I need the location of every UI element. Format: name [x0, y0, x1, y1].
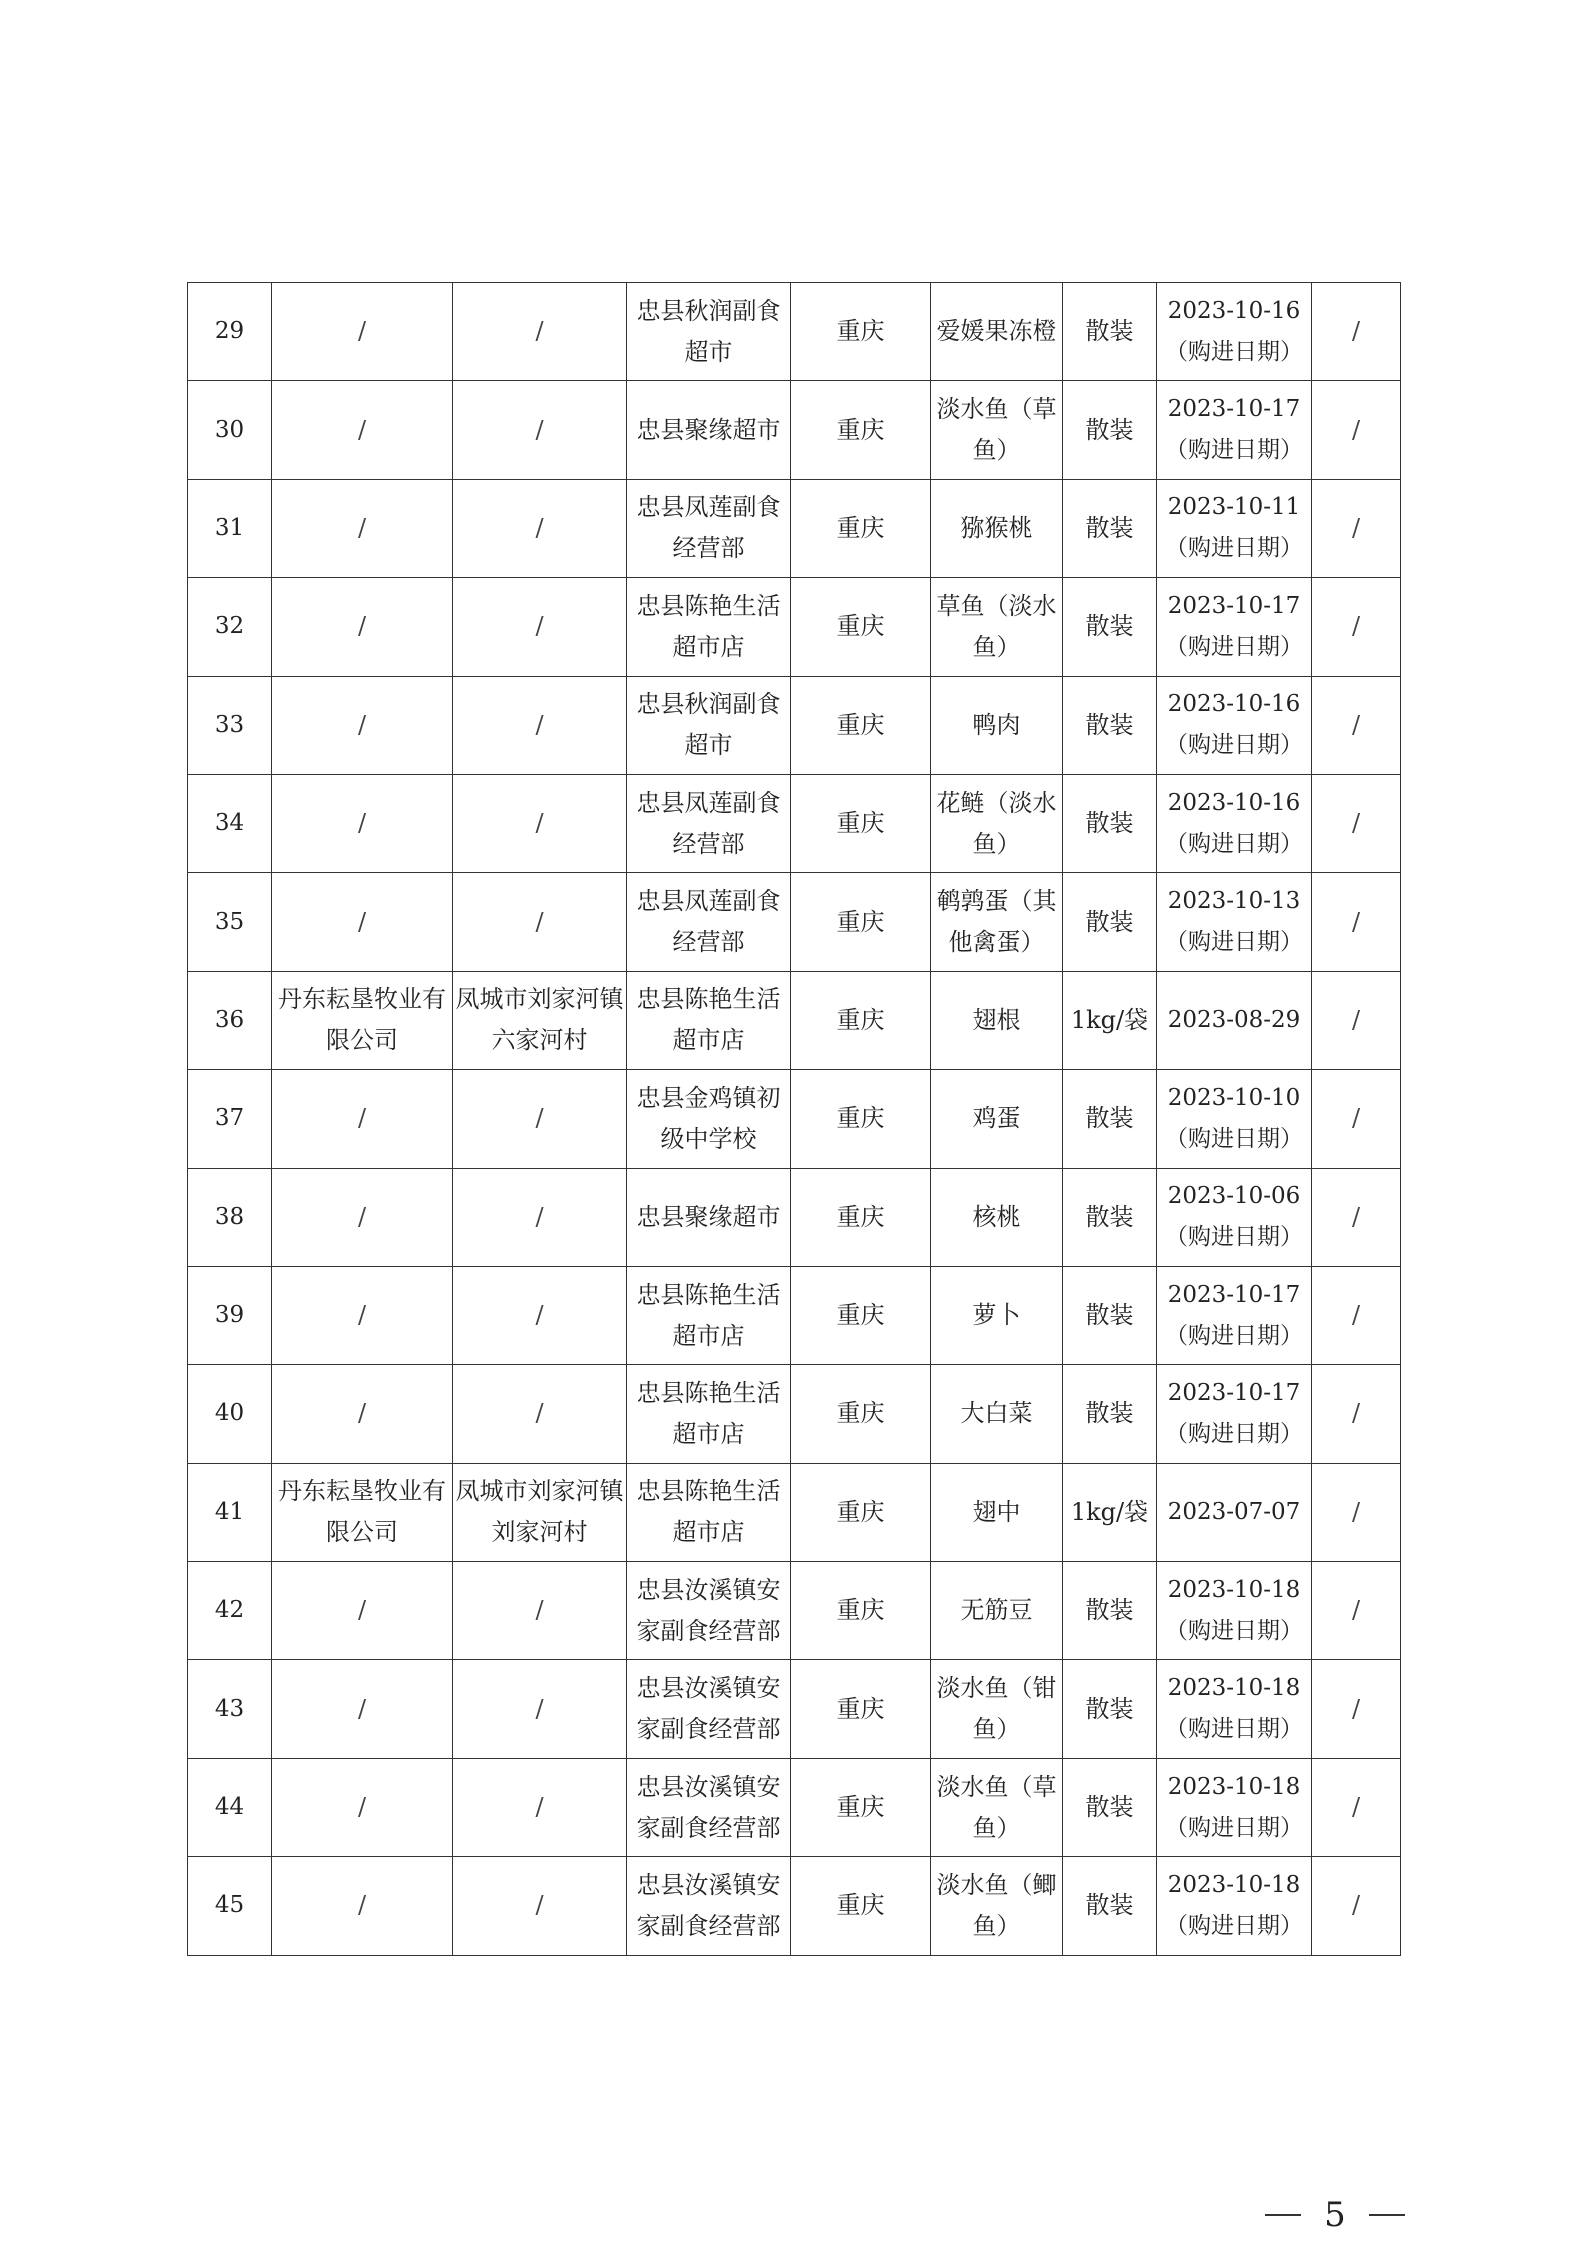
- table-row: [188, 1463, 1401, 1561]
- cell-spec: 散装: [1063, 1070, 1157, 1168]
- table-row: [188, 1758, 1401, 1856]
- table-row: [188, 1562, 1401, 1660]
- date-note: （购进日期）: [1165, 732, 1303, 759]
- cell-date: [1157, 1070, 1312, 1168]
- cell-spec: 散装: [1063, 479, 1157, 577]
- date-value: 2023-10-18: [1167, 1773, 1301, 1800]
- cell-seller: 忠县汝溪镇安家副食经营部: [627, 1660, 791, 1758]
- cell-seller: 忠县汝溪镇安家副食经营部: [627, 1857, 791, 1955]
- cell-region: 重庆: [791, 283, 931, 381]
- cell-producer: /: [272, 873, 453, 971]
- cell-seller: 忠县秋润副食超市: [627, 283, 791, 381]
- date-note: （购进日期）: [1165, 535, 1303, 562]
- cell-producer-address: /: [453, 1365, 627, 1463]
- date-value: 2023-10-16: [1167, 789, 1301, 816]
- date-value: 2023-10-17: [1167, 1281, 1301, 1308]
- cell-spec: 散装: [1063, 381, 1157, 479]
- cell-producer: /: [272, 283, 453, 381]
- cell-producer: /: [272, 676, 453, 774]
- table-body: [188, 283, 1401, 1956]
- cell-seller: 忠县聚缘超市: [627, 381, 791, 479]
- table-row: [188, 1857, 1401, 1955]
- cell-remark: /: [1312, 1266, 1401, 1364]
- date-note: （购进日期）: [1165, 1814, 1303, 1841]
- cell-producer: /: [272, 381, 453, 479]
- cell-producer-address: /: [453, 381, 627, 479]
- cell-region: 重庆: [791, 774, 931, 872]
- cell-seller: 忠县凤莲副食经营部: [627, 873, 791, 971]
- cell-date: [1157, 1463, 1312, 1561]
- date-value: 2023-10-11: [1167, 494, 1301, 521]
- date-note: （购进日期）: [1165, 1912, 1303, 1939]
- cell-remark: /: [1312, 1562, 1401, 1660]
- cell-producer-address: /: [453, 873, 627, 971]
- cell-producer-address: /: [453, 1266, 627, 1364]
- cell-no: 34: [188, 774, 272, 872]
- cell-seller: 忠县汝溪镇安家副食经营部: [627, 1758, 791, 1856]
- cell-no: 39: [188, 1266, 272, 1364]
- cell-remark: /: [1312, 479, 1401, 577]
- cell-region: 重庆: [791, 873, 931, 971]
- cell-date: [1157, 479, 1312, 577]
- cell-spec: 散装: [1063, 1168, 1157, 1266]
- date-note: （购进日期）: [1165, 437, 1303, 464]
- cell-product: 翅根: [931, 971, 1063, 1069]
- cell-seller: 忠县凤莲副食经营部: [627, 479, 791, 577]
- cell-seller: 忠县陈艳生活超市店: [627, 578, 791, 676]
- cell-remark: /: [1312, 1365, 1401, 1463]
- cell-producer-address: /: [453, 1857, 627, 1955]
- cell-date: [1157, 381, 1312, 479]
- cell-product: 花鲢（淡水鱼）: [931, 774, 1063, 872]
- cell-spec: 散装: [1063, 873, 1157, 971]
- cell-no: 35: [188, 873, 272, 971]
- table-row: [188, 774, 1401, 872]
- cell-product: 大白菜: [931, 1365, 1063, 1463]
- cell-no: 37: [188, 1070, 272, 1168]
- cell-seller: 忠县聚缘超市: [627, 1168, 791, 1266]
- date-value: 2023-08-29: [1167, 1006, 1301, 1033]
- cell-product: 淡水鱼（钳鱼）: [931, 1660, 1063, 1758]
- cell-spec: 1kg/袋: [1063, 971, 1157, 1069]
- table-row: [188, 1365, 1401, 1463]
- cell-date: [1157, 1758, 1312, 1856]
- table-row: [188, 283, 1401, 381]
- cell-producer-address: /: [453, 676, 627, 774]
- cell-no: 41: [188, 1463, 272, 1561]
- table-row: [188, 1168, 1401, 1266]
- cell-seller: 忠县陈艳生活超市店: [627, 971, 791, 1069]
- cell-product: 淡水鱼（草鱼）: [931, 381, 1063, 479]
- cell-region: 重庆: [791, 1266, 931, 1364]
- cell-producer: /: [272, 1857, 453, 1955]
- date-value: 2023-10-18: [1167, 1675, 1301, 1702]
- cell-region: 重庆: [791, 1857, 931, 1955]
- cell-producer: /: [272, 479, 453, 577]
- date-note: （购进日期）: [1165, 830, 1303, 857]
- cell-date: [1157, 283, 1312, 381]
- cell-no: 43: [188, 1660, 272, 1758]
- cell-producer-address: /: [453, 1758, 627, 1856]
- cell-remark: /: [1312, 1070, 1401, 1168]
- cell-remark: /: [1312, 283, 1401, 381]
- cell-producer: /: [272, 1660, 453, 1758]
- cell-date: [1157, 1365, 1312, 1463]
- cell-producer: /: [272, 578, 453, 676]
- cell-seller: 忠县陈艳生活超市店: [627, 1266, 791, 1364]
- cell-date: [1157, 676, 1312, 774]
- cell-remark: /: [1312, 774, 1401, 872]
- cell-producer: 丹东耘垦牧业有限公司: [272, 1463, 453, 1561]
- page-footer: [1265, 2195, 1405, 2235]
- cell-remark: /: [1312, 676, 1401, 774]
- cell-product: 核桃: [931, 1168, 1063, 1266]
- cell-spec: 散装: [1063, 283, 1157, 381]
- cell-product: 无筋豆: [931, 1562, 1063, 1660]
- cell-product: 鸭肉: [931, 676, 1063, 774]
- cell-remark: /: [1312, 1168, 1401, 1266]
- cell-no: 29: [188, 283, 272, 381]
- date-note: （购进日期）: [1165, 1322, 1303, 1349]
- cell-remark: /: [1312, 1758, 1401, 1856]
- cell-producer-address: /: [453, 1660, 627, 1758]
- cell-date: [1157, 1168, 1312, 1266]
- cell-producer-address: 凤城市刘家河镇刘家河村: [453, 1463, 627, 1561]
- cell-spec: 散装: [1063, 1266, 1157, 1364]
- table-row: [188, 1266, 1401, 1364]
- right-dash: [1369, 2214, 1405, 2216]
- cell-producer-address: /: [453, 1168, 627, 1266]
- cell-no: 40: [188, 1365, 272, 1463]
- cell-date: [1157, 1266, 1312, 1364]
- cell-no: 31: [188, 479, 272, 577]
- cell-producer: /: [272, 1365, 453, 1463]
- cell-spec: 散装: [1063, 676, 1157, 774]
- cell-spec: 散装: [1063, 1365, 1157, 1463]
- date-value: 2023-10-10: [1167, 1084, 1301, 1111]
- cell-spec: 散装: [1063, 1758, 1157, 1856]
- date-value: 2023-10-17: [1167, 396, 1301, 423]
- cell-producer-address: /: [453, 1070, 627, 1168]
- cell-date: [1157, 873, 1312, 971]
- table-row: [188, 873, 1401, 971]
- table-row: [188, 578, 1401, 676]
- date-note: （购进日期）: [1165, 1224, 1303, 1251]
- cell-remark: /: [1312, 1463, 1401, 1561]
- table-row: [188, 676, 1401, 774]
- date-note: （购进日期）: [1165, 1125, 1303, 1152]
- cell-producer: /: [272, 774, 453, 872]
- page-number: 5: [1324, 2195, 1346, 2235]
- date-value: 2023-10-13: [1167, 888, 1301, 915]
- date-value: 2023-10-17: [1167, 1379, 1301, 1406]
- cell-region: 重庆: [791, 1660, 931, 1758]
- table-row: [188, 971, 1401, 1069]
- cell-date: [1157, 578, 1312, 676]
- cell-producer: /: [272, 1266, 453, 1364]
- cell-product: 草鱼（淡水鱼）: [931, 578, 1063, 676]
- cell-product: 鸡蛋: [931, 1070, 1063, 1168]
- cell-spec: 散装: [1063, 1562, 1157, 1660]
- cell-remark: /: [1312, 578, 1401, 676]
- cell-remark: /: [1312, 1660, 1401, 1758]
- cell-producer: /: [272, 1562, 453, 1660]
- cell-spec: 散装: [1063, 774, 1157, 872]
- cell-date: [1157, 1562, 1312, 1660]
- cell-producer-address: /: [453, 578, 627, 676]
- cell-producer: /: [272, 1168, 453, 1266]
- cell-producer-address: 凤城市刘家河镇六家河村: [453, 971, 627, 1069]
- cell-no: 45: [188, 1857, 272, 1955]
- date-note: （购进日期）: [1165, 1617, 1303, 1644]
- cell-producer-address: /: [453, 1562, 627, 1660]
- date-value: 2023-10-18: [1167, 1871, 1301, 1898]
- date-value: 2023-10-16: [1167, 691, 1301, 718]
- table-row: [188, 1660, 1401, 1758]
- cell-date: [1157, 1857, 1312, 1955]
- cell-region: 重庆: [791, 676, 931, 774]
- cell-product: 爱媛果冻橙: [931, 283, 1063, 381]
- cell-seller: 忠县汝溪镇安家副食经营部: [627, 1562, 791, 1660]
- date-value: 2023-10-06: [1167, 1183, 1301, 1210]
- date-note: （购进日期）: [1165, 1716, 1303, 1743]
- cell-product: 萝卜: [931, 1266, 1063, 1364]
- cell-no: 42: [188, 1562, 272, 1660]
- table-row: [188, 1070, 1401, 1168]
- cell-producer: /: [272, 1070, 453, 1168]
- cell-spec: 散装: [1063, 578, 1157, 676]
- table-row: [188, 381, 1401, 479]
- sampling-table: [187, 282, 1401, 1956]
- cell-producer-address: /: [453, 479, 627, 577]
- cell-region: 重庆: [791, 1365, 931, 1463]
- cell-spec: 散装: [1063, 1660, 1157, 1758]
- cell-date: [1157, 971, 1312, 1069]
- cell-seller: 忠县金鸡镇初级中学校: [627, 1070, 791, 1168]
- cell-region: 重庆: [791, 1562, 931, 1660]
- cell-region: 重庆: [791, 479, 931, 577]
- cell-region: 重庆: [791, 1463, 931, 1561]
- date-note: （购进日期）: [1165, 929, 1303, 956]
- date-value: 2023-10-17: [1167, 592, 1301, 619]
- cell-product: 翅中: [931, 1463, 1063, 1561]
- cell-no: 33: [188, 676, 272, 774]
- cell-no: 30: [188, 381, 272, 479]
- cell-region: 重庆: [791, 971, 931, 1069]
- cell-seller: 忠县秋润副食超市: [627, 676, 791, 774]
- left-dash: [1265, 2214, 1301, 2216]
- date-note: （购进日期）: [1165, 633, 1303, 660]
- cell-region: 重庆: [791, 1758, 931, 1856]
- cell-producer: 丹东耘垦牧业有限公司: [272, 971, 453, 1069]
- cell-producer: /: [272, 1758, 453, 1856]
- cell-seller: 忠县陈艳生活超市店: [627, 1365, 791, 1463]
- table-row: [188, 479, 1401, 577]
- cell-remark: /: [1312, 1857, 1401, 1955]
- date-note: （购进日期）: [1165, 338, 1303, 365]
- cell-no: 32: [188, 578, 272, 676]
- cell-date: [1157, 1660, 1312, 1758]
- cell-region: 重庆: [791, 578, 931, 676]
- cell-seller: 忠县凤莲副食经营部: [627, 774, 791, 872]
- cell-no: 38: [188, 1168, 272, 1266]
- date-value: 2023-10-16: [1167, 297, 1301, 324]
- cell-product: 鹌鹑蛋（其他禽蛋）: [931, 873, 1063, 971]
- cell-no: 44: [188, 1758, 272, 1856]
- cell-producer-address: /: [453, 774, 627, 872]
- cell-date: [1157, 774, 1312, 872]
- date-note: （购进日期）: [1165, 1420, 1303, 1447]
- date-value: 2023-10-18: [1167, 1576, 1301, 1603]
- cell-producer-address: /: [453, 283, 627, 381]
- cell-remark: /: [1312, 971, 1401, 1069]
- cell-spec: 1kg/袋: [1063, 1463, 1157, 1561]
- cell-no: 36: [188, 971, 272, 1069]
- cell-seller: 忠县陈艳生活超市店: [627, 1463, 791, 1561]
- cell-spec: 散装: [1063, 1857, 1157, 1955]
- cell-product: 淡水鱼（草鱼）: [931, 1758, 1063, 1856]
- cell-region: 重庆: [791, 1070, 931, 1168]
- cell-product: 淡水鱼（鲫鱼）: [931, 1857, 1063, 1955]
- cell-region: 重庆: [791, 381, 931, 479]
- date-value: 2023-07-07: [1167, 1498, 1301, 1525]
- cell-region: 重庆: [791, 1168, 931, 1266]
- cell-remark: /: [1312, 381, 1401, 479]
- cell-product: 猕猴桃: [931, 479, 1063, 577]
- cell-remark: /: [1312, 873, 1401, 971]
